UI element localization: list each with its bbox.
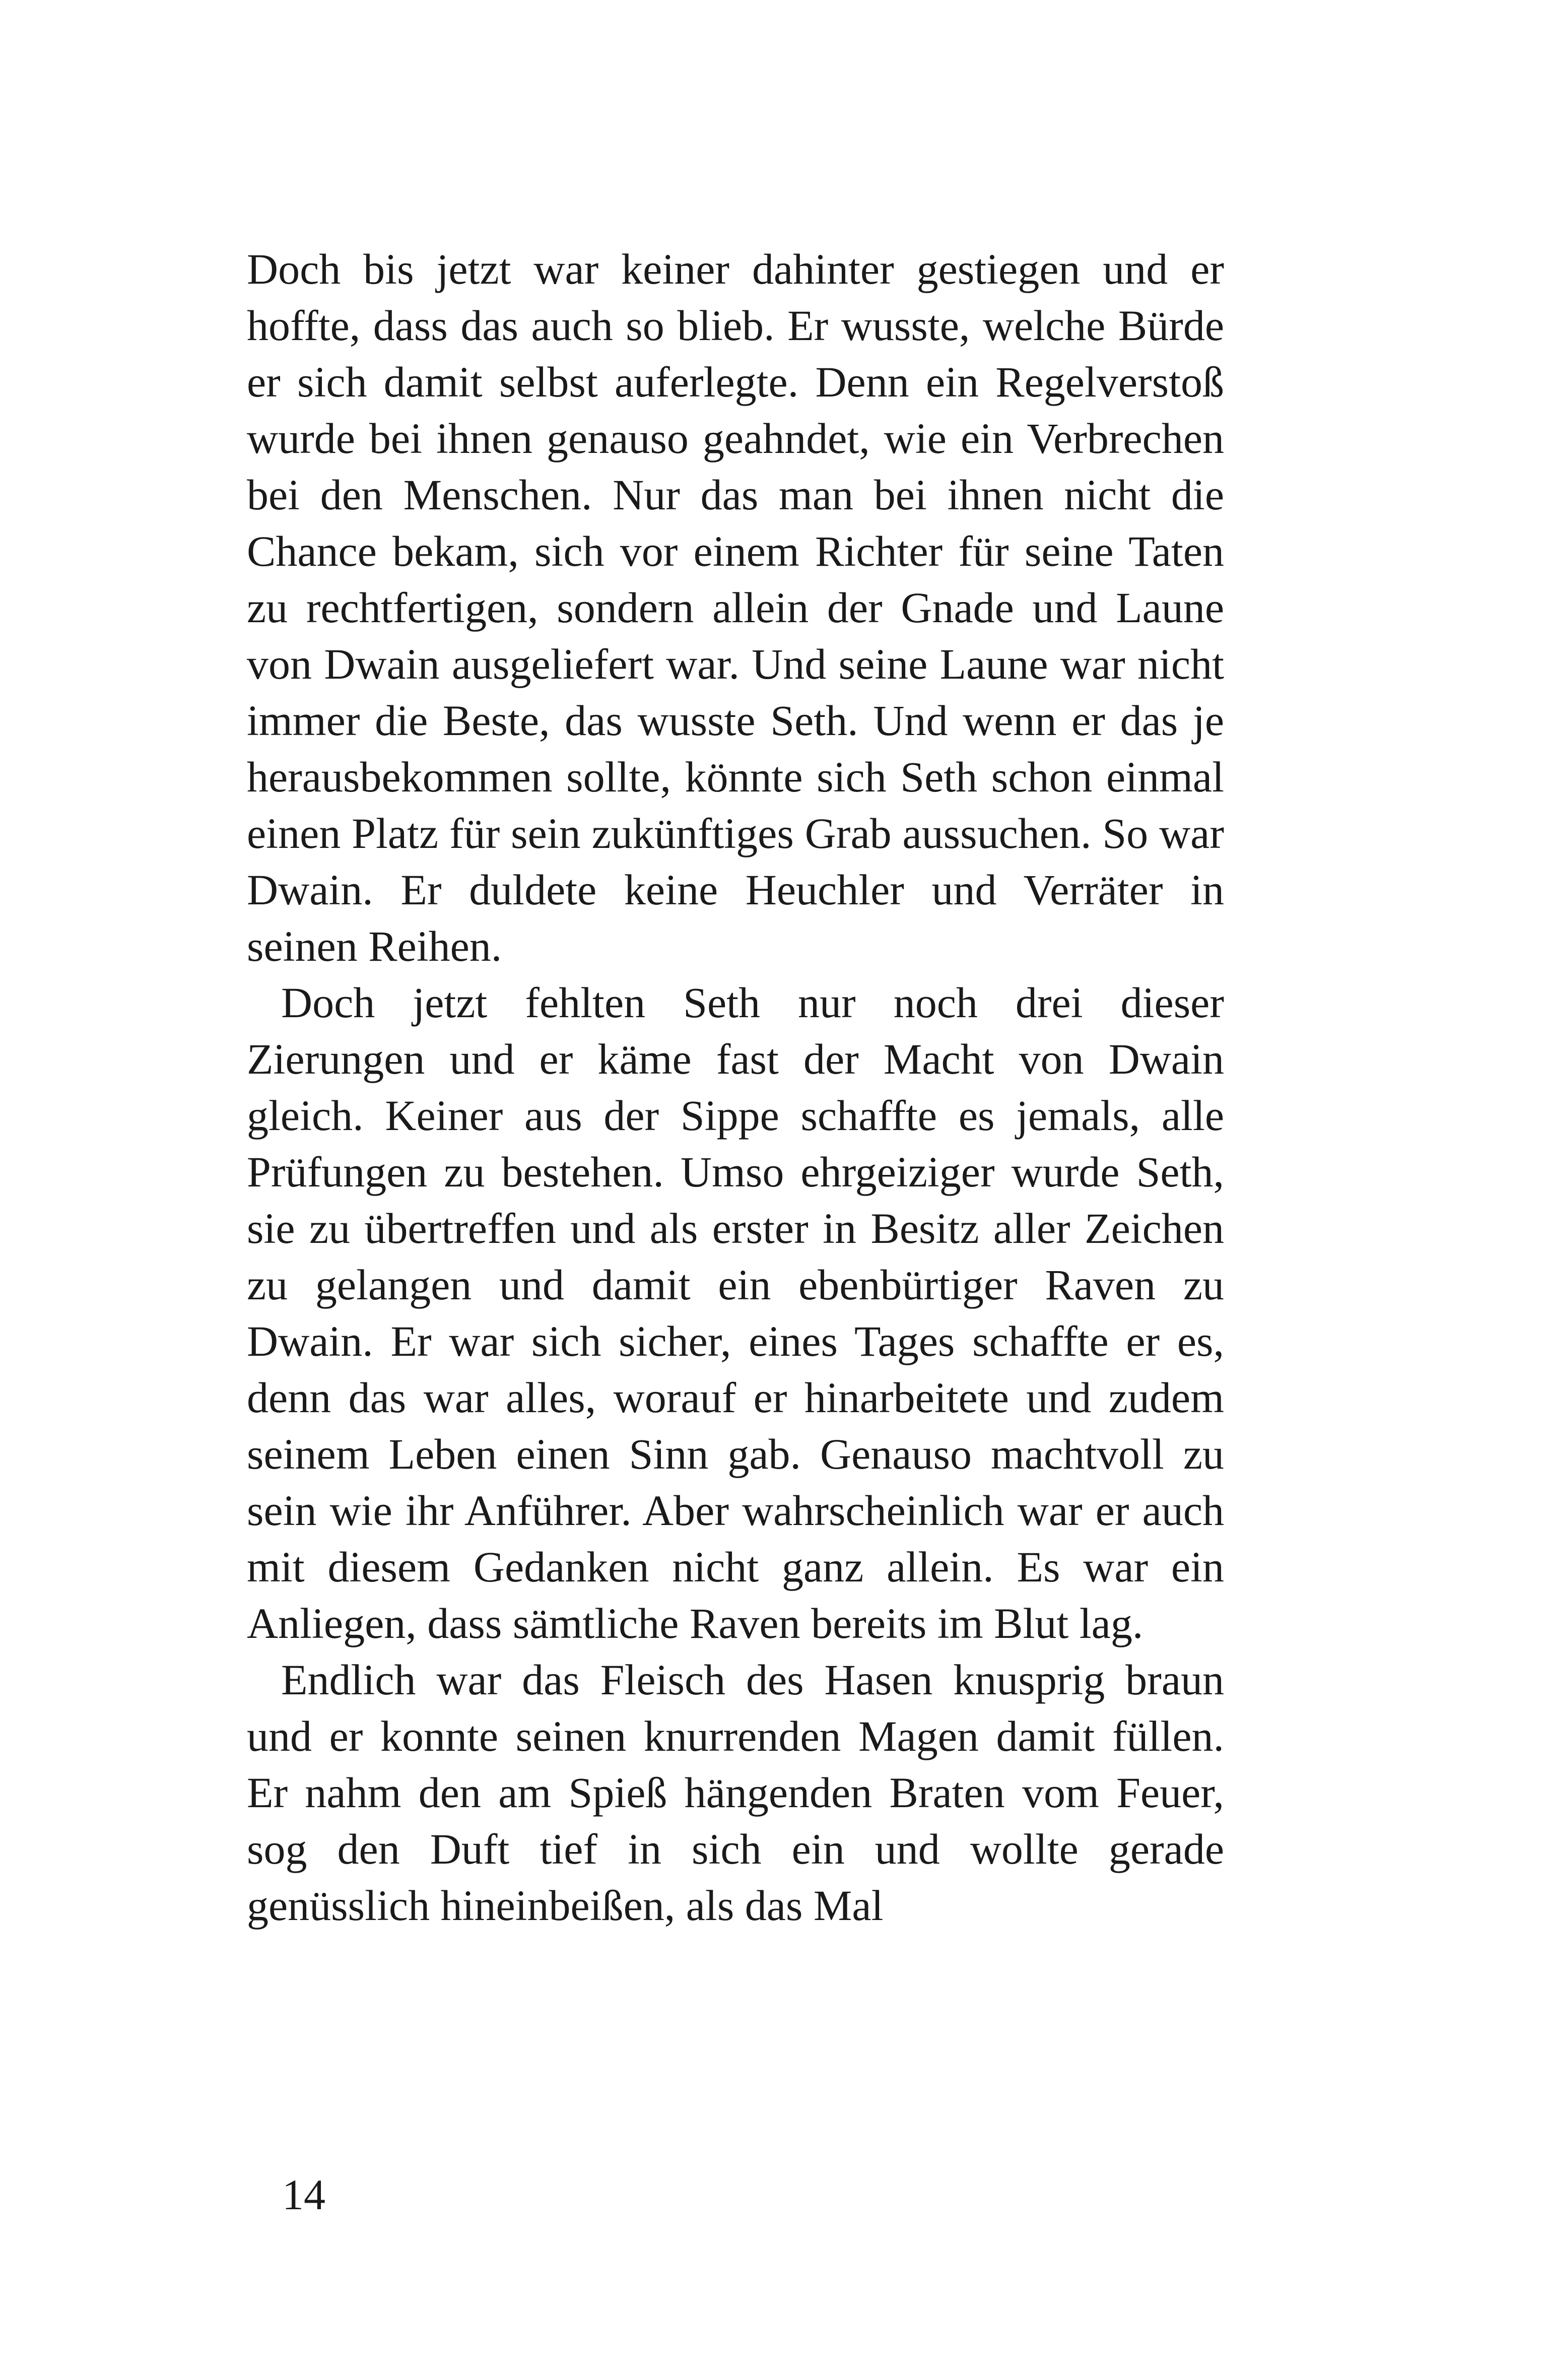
paragraph-2: Doch jetzt fehlten Seth nur noch drei dieser Zierungen und er käme fast der Macht von Dwain gleich. Keiner aus der Sippe schaffte es jemals, alle Prüfungen zu bestehen. Umso ehrgeiziger wurde Seth, sie zu übertreffen und als erster in Besitz aller Zeichen zu gelangen und damit ein ebenbürtiger Raven zu Dwain. Er war sich sicher, eines Tages schaffte er es, denn das war alles, worauf er hinarbeitete und zudem seinem Leben einen Sinn gab. Genauso machtvoll zu sein wie ihr Anführer. Aber wahrscheinlich war er auch mit diesem Gedanken nicht ganz allein. Es war ein Anliegen, dass sämtliche Raven bereits im Blut lag. bbox=[247, 978, 1224, 1647]
body-text bbox=[247, 241, 1224, 1934]
page-number: 14 bbox=[282, 2170, 325, 2219]
paragraph-3: Endlich war das Fleisch des Hasen knusprig braun und er konnte seinen knurrenden Magen damit füllen. Er nahm den am Spieß hängenden Braten vom Feuer, sog den Duft tief in sich ein und wollte gerade genüsslich hineinbeißen, als das Mal bbox=[247, 1656, 1224, 1930]
paragraph-1: Doch bis jetzt war keiner dahinter gestiegen und er hoffte, dass das auch so blieb. Er wusste, welche Bürde er sich damit selbst auferlegte. Denn ein Regelverstoß wurde bei ihnen genauso geahndet, wie ein Verbrechen bei den Menschen. Nur das man bei ihnen nicht die Chance bekam, sich vor einem Richter für seine Taten zu rechtfertigen, sondern allein der Gnade und Laune von Dwain ausgeliefert war. Und seine Laune war nicht immer die Beste, das wusste Seth. Und wenn er das je herausbekommen sollte, könnte sich Seth schon einmal einen Platz für sein zukünftiges Grab aussuchen. So war Dwain. Er duldete keine Heuchler und Verräter in seinen Reihen. bbox=[247, 245, 1224, 970]
